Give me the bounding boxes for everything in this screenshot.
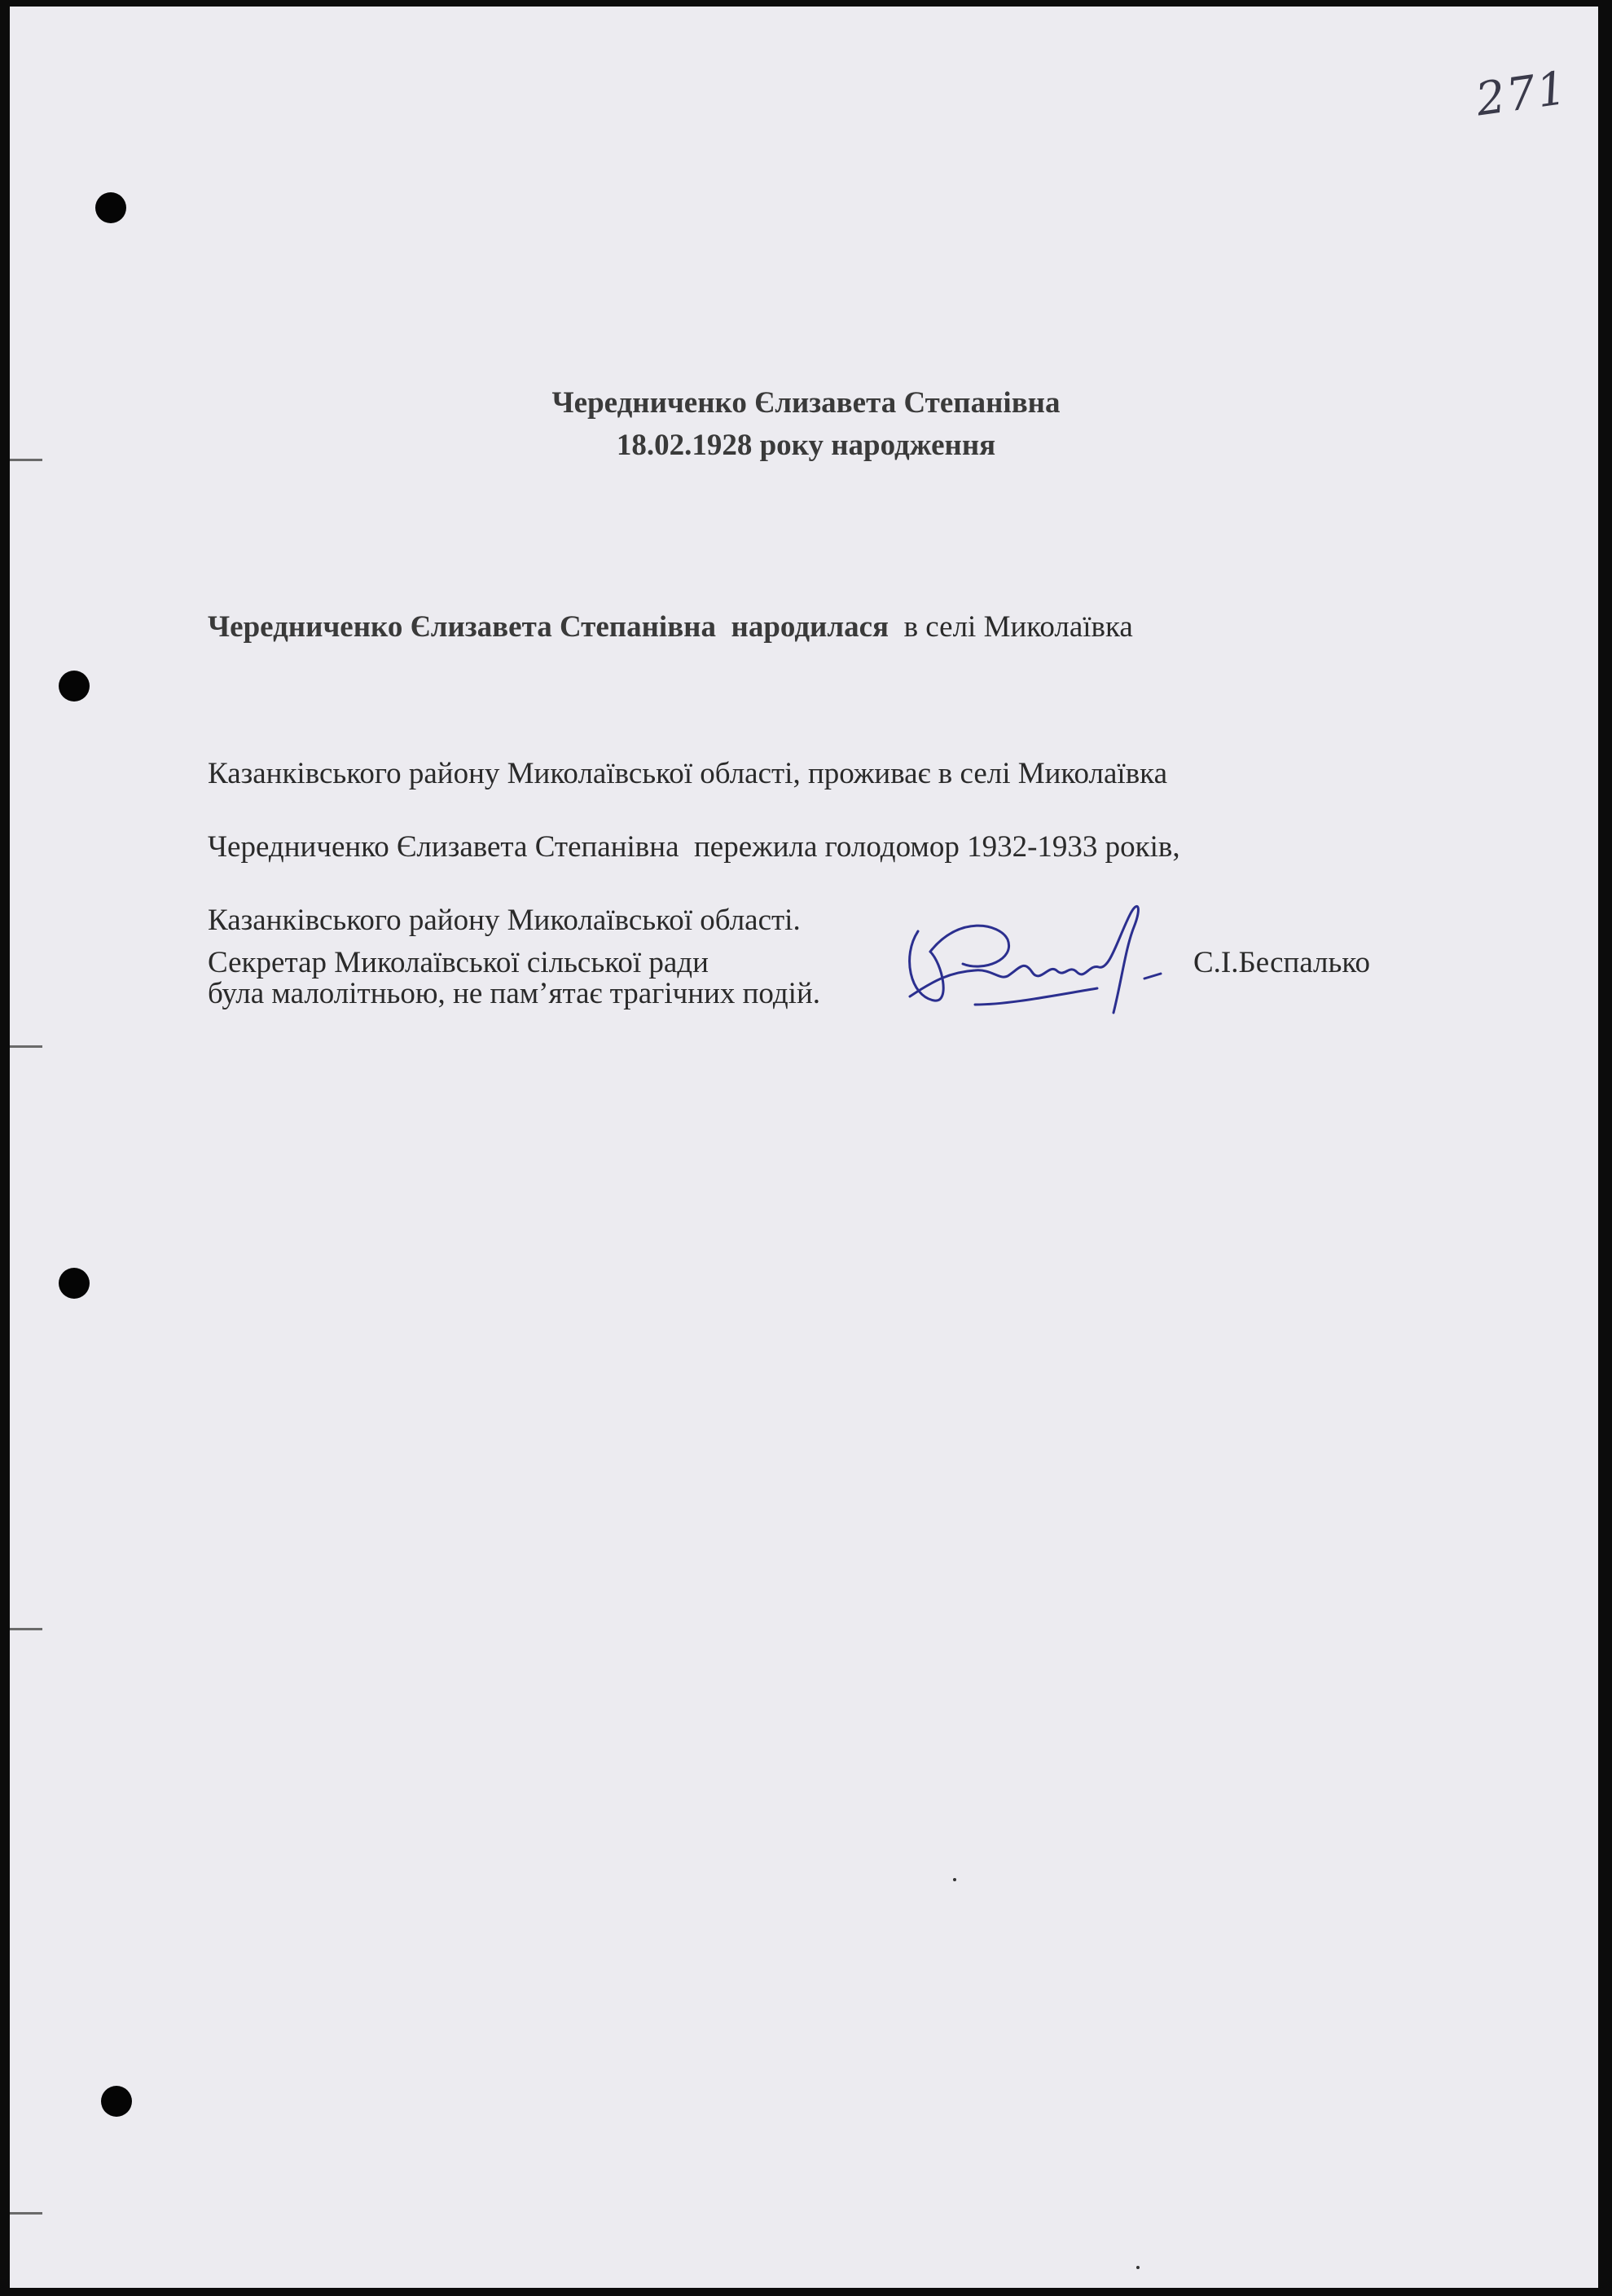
handwritten-page-number: 271: [1473, 61, 1571, 127]
margin-tick-2: [10, 1045, 42, 1048]
birthplace-text: в селі Миколаївка: [889, 610, 1133, 644]
document-page: [10, 7, 1598, 2288]
heading-birth-date: 18.02.1928 року народження: [616, 429, 996, 462]
signer-name: С.І.Беспалько: [1193, 946, 1370, 979]
paragraph-holodomor-line1: Чередниченко Єлизавета Степанівна пережила голодомор 1932-1933 років,: [208, 830, 1180, 864]
paragraph-holodomor: [208, 725, 1511, 1116]
handwritten-signature: [885, 882, 1211, 1029]
person-name-bold: Чередниченко Єлизавета Степанівна народилася: [208, 610, 889, 644]
paragraph-birthplace-line1: [208, 603, 1511, 652]
punch-hole-2: [59, 671, 90, 702]
punch-hole-1: [95, 192, 126, 223]
paragraph-birthplace-line3: Казанківського району Миколаївської області.: [208, 904, 801, 937]
margin-tick-3: [10, 1628, 42, 1630]
position-title: Секретар Миколаївської сільської ради: [208, 946, 709, 979]
margin-tick-4: [10, 2212, 42, 2215]
paper-speck: [953, 1878, 956, 1881]
heading-name: Чередниченко Єлизавета Степанівна: [551, 386, 1061, 420]
paragraph-birthplace-line2: Казанківського району Миколаївської області, проживає в селі Миколаївка: [208, 757, 1168, 790]
paper-speck: [1136, 2266, 1140, 2269]
paragraph-holodomor-line2: була малолітньою, не пам’ятає трагічних подій.: [208, 977, 821, 1010]
punch-hole-3: [59, 1268, 90, 1299]
punch-hole-4: [101, 2086, 132, 2117]
